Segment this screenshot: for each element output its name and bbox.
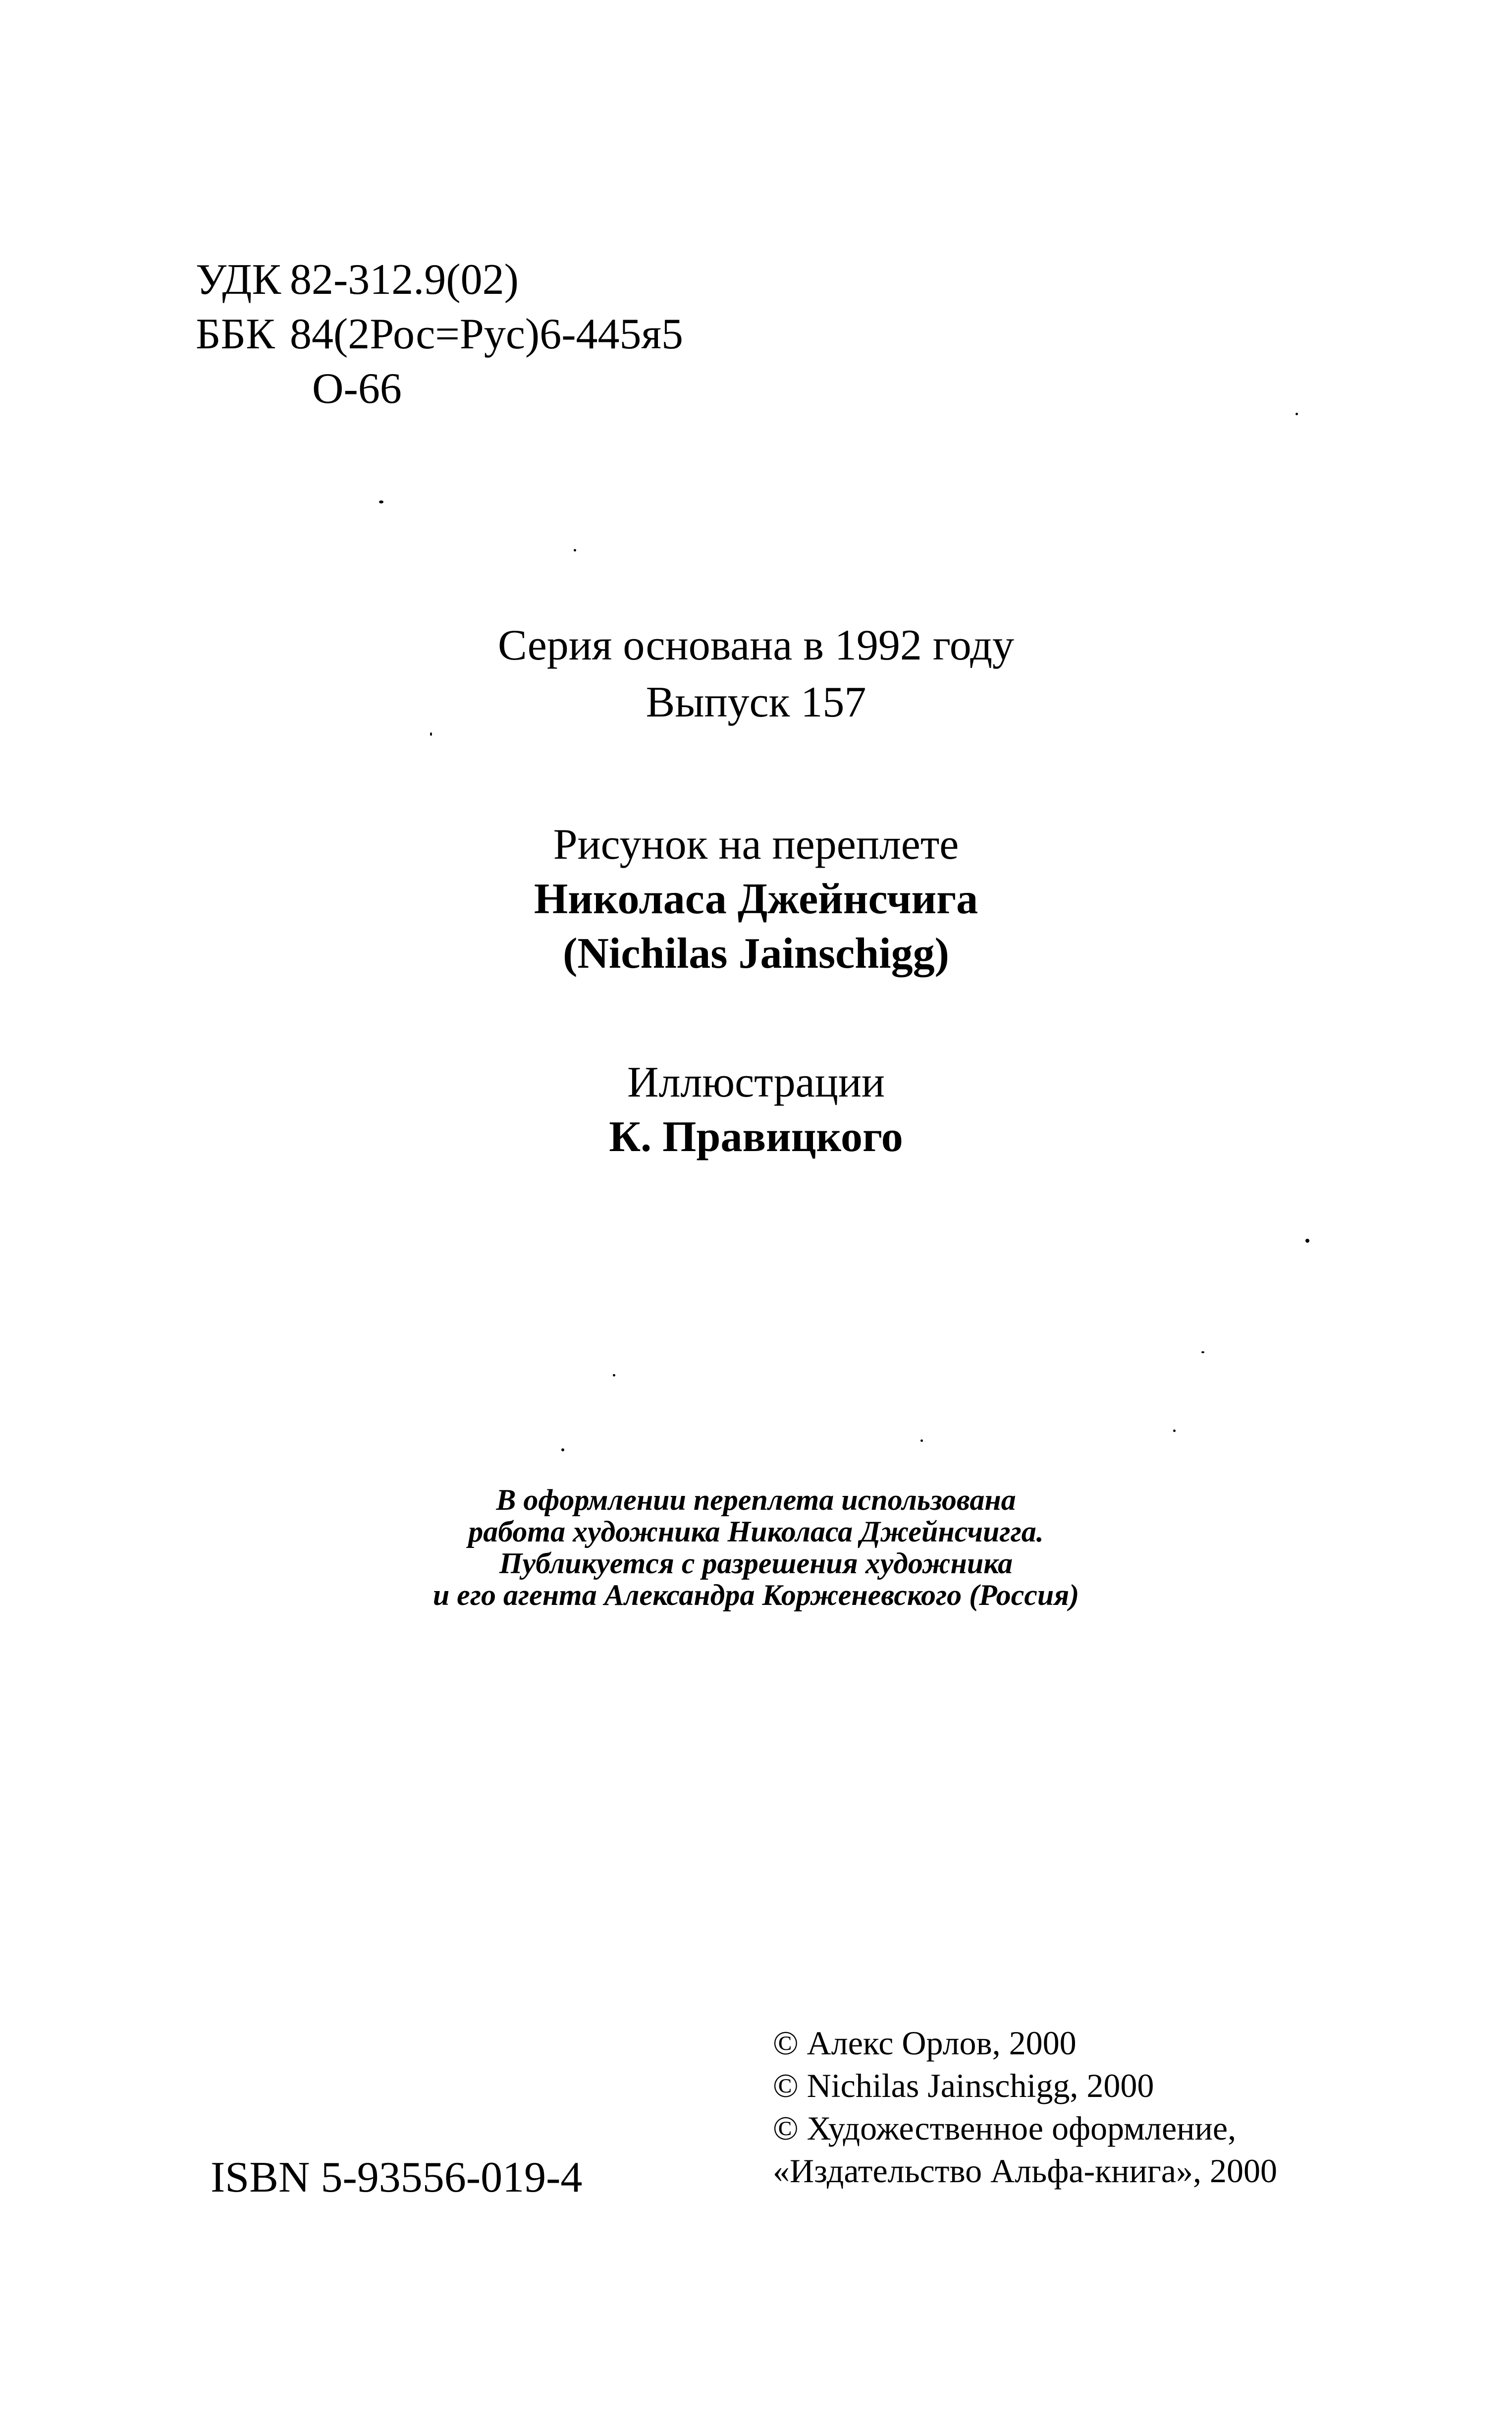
scan-speck [561, 1448, 564, 1451]
classification-block [196, 253, 683, 416]
series-founded: Серия основана в 1992 году [497, 621, 1015, 669]
bbk-row [196, 307, 683, 362]
scan-speck [430, 732, 432, 736]
udk-label: УДК [196, 256, 281, 304]
series-issue: Выпуск 157 [646, 678, 866, 726]
scan-speck [379, 500, 383, 503]
copyright-line: «Издательство Альфа-книга», 2000 [773, 2152, 1277, 2190]
illustrations-block [0, 1055, 1512, 1164]
author-mark: О-66 [312, 365, 402, 413]
cover-art-label: Рисунок на переплете [553, 821, 959, 869]
illustrations-label: Иллюстрации [627, 1058, 885, 1106]
udk-row [196, 253, 683, 307]
cover-art-block [0, 818, 1512, 981]
series-block [0, 617, 1512, 731]
udk-value: 82-312.9(02) [290, 256, 519, 304]
cover-notice [0, 1484, 1512, 1611]
scan-speck [613, 1374, 615, 1377]
scan-speck [1201, 1351, 1204, 1353]
copyright-line: © Алекс Орлов, 2000 [773, 2024, 1077, 2062]
scan-speck [574, 549, 576, 551]
copyright-line: © Художественное оформление, [773, 2109, 1237, 2147]
copyright-block [773, 2022, 1277, 2192]
notice-line: Публикуется с разрешения художника [499, 1547, 1013, 1580]
cover-artist-en: (Nichilas Jainschigg) [563, 930, 949, 978]
notice-line: В оформлении переплета использована [496, 1484, 1016, 1516]
scan-speck [1173, 1430, 1176, 1432]
isbn-number: ISBN 5-93556-019-4 [211, 2153, 583, 2202]
scan-speck [920, 1439, 923, 1442]
notice-line: и его агента Александра Корженевского (Россия) [432, 1579, 1080, 1611]
illustrator-name: К. Правицкого [609, 1113, 903, 1161]
scan-speck [1305, 1239, 1309, 1243]
notice-line: работа художника Николаса Джейнсчигга. [468, 1515, 1044, 1548]
bbk-label: ББК [196, 310, 275, 358]
scan-speck [1296, 413, 1298, 415]
cover-artist-ru: Николаса Джейнсчига [534, 875, 978, 923]
copyright-line: © Nichilas Jainschigg, 2000 [773, 2067, 1154, 2104]
bbk-value: 84(2Рос=Рус)6-445я5 [290, 310, 684, 358]
